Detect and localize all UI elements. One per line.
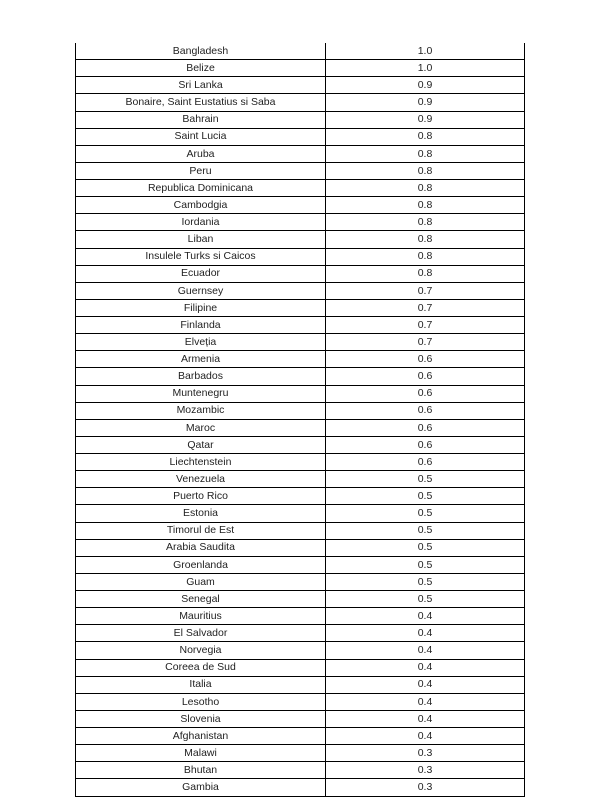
table-row [76, 197, 524, 214]
country-cell: Guam [76, 574, 326, 590]
country-cell: Peru [76, 163, 326, 179]
value-cell: 0.6 [417, 404, 433, 417]
table-row [76, 608, 524, 625]
value-cell: 0.3 [417, 746, 433, 759]
table-row [76, 214, 524, 231]
value-cell: 0.8 [417, 250, 433, 263]
table-row [76, 129, 524, 146]
value-cell: 0.4 [417, 695, 433, 708]
table-row [76, 163, 524, 180]
country-cell: Aruba [76, 146, 326, 162]
table-row [76, 368, 524, 385]
value-cell: 0.5 [417, 592, 433, 605]
country-cell: Qatar [76, 437, 326, 453]
country-cell: Liban [76, 231, 326, 247]
table-row [76, 505, 524, 522]
country-cell: Sri Lanka [76, 77, 326, 93]
table-row [76, 403, 524, 420]
value-cell: 0.6 [417, 421, 433, 434]
country-cell: Guernsey [76, 283, 326, 299]
country-cell: Armenia [76, 351, 326, 367]
table-row [76, 728, 524, 745]
country-cell: Bangladesh [76, 43, 326, 59]
value-cell: 0.8 [417, 198, 433, 211]
value-cell: 0.6 [417, 438, 433, 451]
value-cell: 0.8 [417, 181, 433, 194]
value-cell: 0.9 [417, 96, 433, 109]
country-cell: Insulele Turks si Caicos [76, 249, 326, 265]
value-cell: 0.4 [417, 644, 433, 657]
table-row [76, 540, 524, 557]
value-cell: 0.6 [417, 353, 433, 366]
table-row [76, 660, 524, 677]
table-row [76, 300, 524, 317]
country-cell: Norvegia [76, 642, 326, 658]
value-cell: 0.5 [417, 541, 433, 554]
value-cell: 0.6 [417, 370, 433, 383]
country-cell: Finlanda [76, 317, 326, 333]
country-cell: Timorul de Est [76, 523, 326, 539]
table-row [76, 94, 524, 111]
table-row [76, 779, 524, 796]
country-cell: Republica Dominicana [76, 180, 326, 196]
value-cell: 0.5 [417, 524, 433, 537]
country-cell: Groenlanda [76, 557, 326, 573]
country-cell: Italia [76, 677, 326, 693]
country-cell: Slovenia [76, 711, 326, 727]
table-row [76, 420, 524, 437]
value-cell: 0.4 [417, 712, 433, 725]
value-cell: 0.4 [417, 678, 433, 691]
country-cell: Ecuador [76, 266, 326, 282]
table-row [76, 677, 524, 694]
value-cell: 0.5 [417, 472, 433, 485]
country-cell: Belize [76, 60, 326, 76]
value-cell: 0.7 [417, 284, 433, 297]
table-row [76, 60, 524, 77]
table-row [76, 146, 524, 163]
value-cell: 0.8 [417, 147, 433, 160]
table-row [76, 317, 524, 334]
table-row [76, 762, 524, 779]
table-row [76, 77, 524, 94]
country-cell: Estonia [76, 505, 326, 521]
country-cell: Bahrain [76, 112, 326, 128]
table-row [76, 694, 524, 711]
table-row [76, 471, 524, 488]
table-row [76, 112, 524, 129]
country-cell: Bonaire, Saint Eustatius si Saba [76, 94, 326, 110]
country-cell: Afghanistan [76, 728, 326, 744]
country-cell: Malawi [76, 745, 326, 761]
value-cell: 0.4 [417, 609, 433, 622]
table-row [76, 180, 524, 197]
value-cell: 0.5 [417, 490, 433, 503]
value-cell: 0.8 [417, 130, 433, 143]
value-cell: 0.6 [417, 455, 433, 468]
table-row [76, 266, 524, 283]
value-cell: 0.8 [417, 267, 433, 280]
country-cell: Muntenegru [76, 386, 326, 402]
table-row [76, 386, 524, 403]
value-cell: 0.3 [417, 781, 433, 794]
country-cell: Cambodgia [76, 197, 326, 213]
country-cell: Lesotho [76, 694, 326, 710]
table-row [76, 557, 524, 574]
value-cell: 0.8 [417, 233, 433, 246]
country-cell: Filipine [76, 300, 326, 316]
table-row [76, 334, 524, 351]
country-cell: Bhutan [76, 762, 326, 778]
value-cell: 0.9 [417, 79, 433, 92]
country-cell: Iordania [76, 214, 326, 230]
table-row [76, 283, 524, 300]
country-cell: Puerto Rico [76, 488, 326, 504]
country-cell: Saint Lucia [76, 129, 326, 145]
table-row [76, 231, 524, 248]
country-cell: Senegal [76, 591, 326, 607]
country-cell: Venezuela [76, 471, 326, 487]
table-row [76, 642, 524, 659]
country-cell: Maroc [76, 420, 326, 436]
value-cell: 0.3 [417, 764, 433, 777]
table-row [76, 625, 524, 642]
table-row [76, 351, 524, 368]
value-cell: 0.4 [417, 661, 433, 674]
value-cell: 0.5 [417, 558, 433, 571]
country-cell: El Salvador [76, 625, 326, 641]
value-cell: 0.5 [417, 575, 433, 588]
value-cell: 0.8 [417, 164, 433, 177]
value-cell: 0.9 [417, 113, 433, 126]
value-cell: 0.4 [417, 729, 433, 742]
value-cell: 0.5 [417, 507, 433, 520]
table-row [76, 249, 524, 266]
value-cell: 1.0 [417, 44, 433, 57]
country-cell: Barbados [76, 368, 326, 384]
table-row [76, 745, 524, 762]
country-value-table [75, 43, 525, 797]
country-cell: Gambia [76, 779, 326, 795]
value-cell: 0.8 [417, 216, 433, 229]
table-row [76, 711, 524, 728]
value-cell: 0.7 [417, 318, 433, 331]
country-cell: Coreea de Sud [76, 660, 326, 676]
table-row [76, 43, 524, 60]
table-row [76, 454, 524, 471]
value-cell: 0.7 [417, 301, 433, 314]
value-cell: 0.6 [417, 387, 433, 400]
country-cell: Mauritius [76, 608, 326, 624]
value-cell: 1.0 [417, 61, 433, 74]
table-row [76, 488, 524, 505]
table-row [76, 437, 524, 454]
value-cell: 0.7 [417, 335, 433, 348]
value-cell: 0.4 [417, 627, 433, 640]
country-cell: Mozambic [76, 403, 326, 419]
country-cell: Elveția [76, 334, 326, 350]
table-row [76, 574, 524, 591]
country-cell: Liechtenstein [76, 454, 326, 470]
country-cell: Arabia Saudita [76, 540, 326, 556]
table-row [76, 523, 524, 540]
table-row [76, 591, 524, 608]
